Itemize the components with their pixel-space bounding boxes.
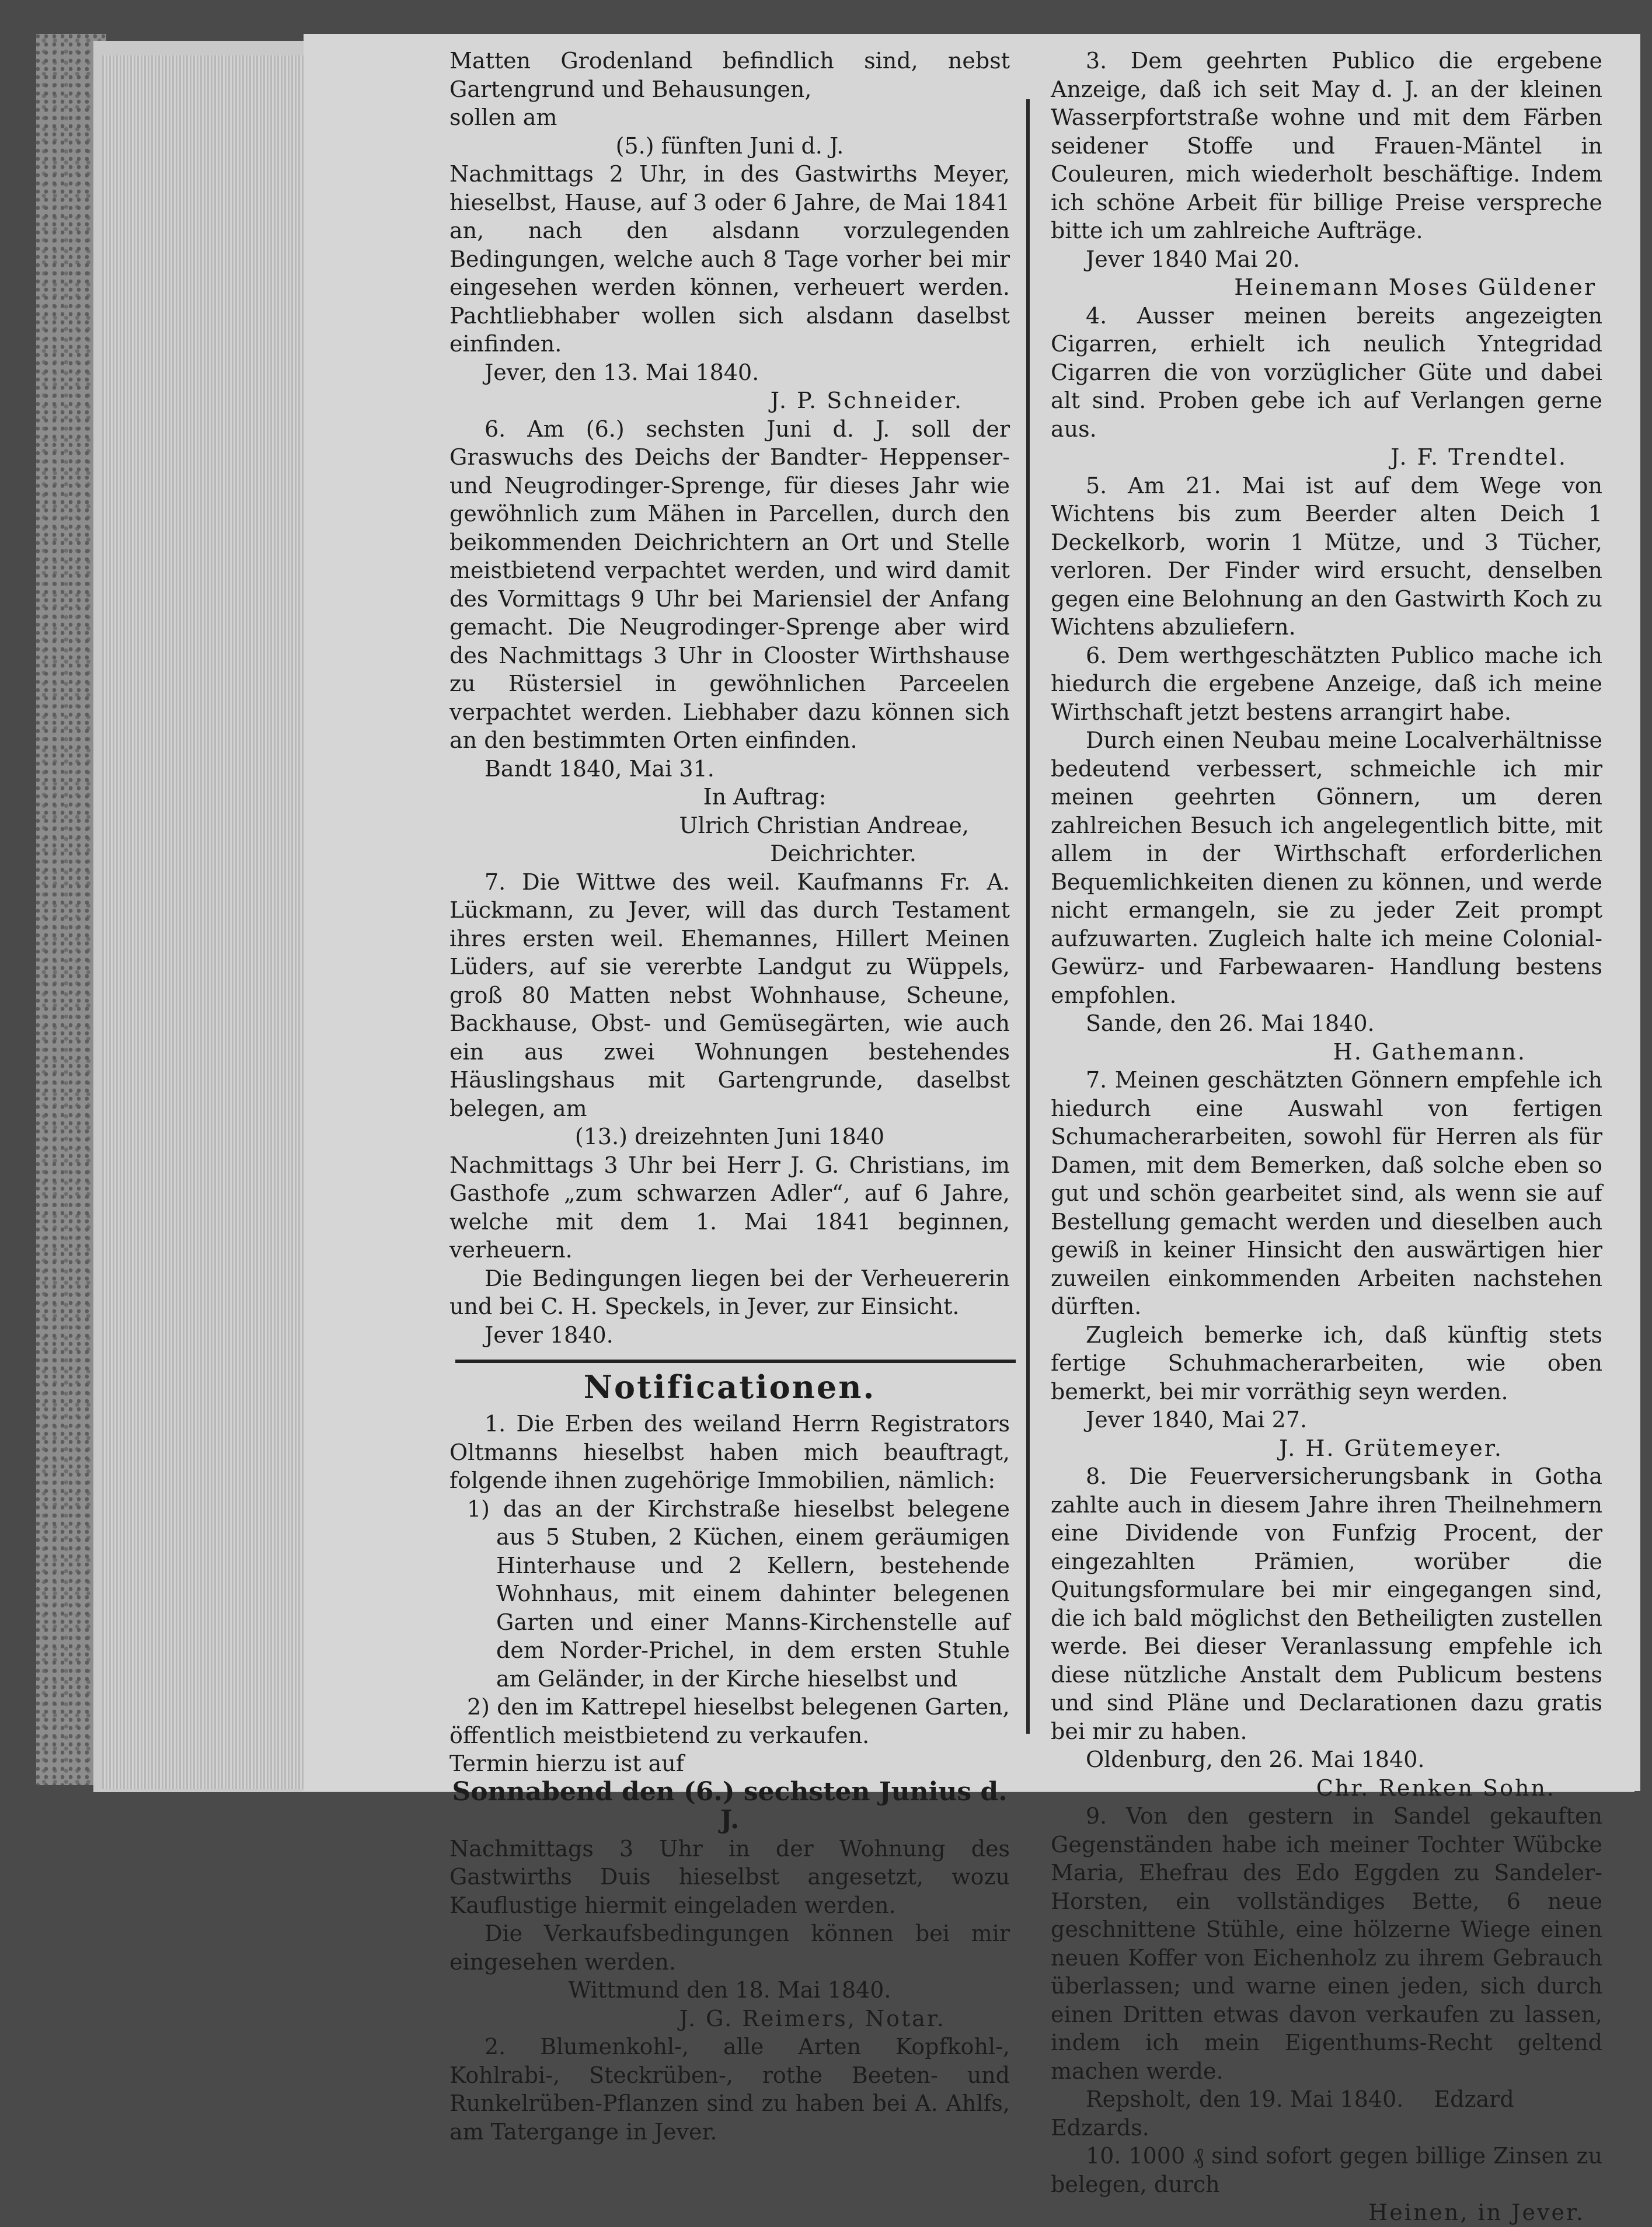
notice-10: 10. 1000 ₰ sind sofort gegen billige Zinsen zu belegen, durch [1051,2143,1602,2197]
signature: J. H. Grütemeyer. [1278,1435,1503,1461]
notice-7: 7. Die Wittwe des weil. Kaufmanns Fr. A. Lückmann, zu Jever, will das durch Testament ihres ersten weil. Ehemannes, Hillert Meinen Lüders, auf sie vererbte Landgut zu Wüppels, groß 80 Matten nebst Wohnhause, Scheune, Backhause, Obst- und Gemüsegärten, wie auch ein aus zwei Wohnungen bestehendes Häuslingshaus mit Gartengrunde, daselbst belegen, am [449,869,1010,1121]
notice-6: 6. Am (6.) sechsten Juni d. J. soll der Graswuchs des Deichs der Bandter- Heppenser- und Neugrodinger-Sprenge, für dieses Jahr wie gewöhnlich zum Mähen in Parcellen, durch den beikommenden Deichrichtern an Ort und Stelle meistbietend verpachtet werden, und wird damit des Vormittags 9 Uhr bei Mariensiel der Anfang gemacht. Die Neugrodinger-Sprenge aber wird des Nachmittags 3 Uhr in Clooster Wirthshause zu Rüstersiel in gewöhnlichen Parceelen verpachtet werden. Liebhaber dazu können sich an den bestimmten Orten einfinden. [449,416,1010,753]
signature: Heinen, in Jever. [1368,2200,1585,2225]
place-date: Wittmund den 18. Mai 1840. [568,1977,891,2003]
place-date: Jever 1840 Mai 20. [1086,246,1300,272]
signature: Edzard Edzards. [1051,2086,1514,2141]
place-date: Jever 1840. [485,1322,614,1348]
right-column [1051,47,1602,2227]
place-date [1051,2085,1602,2142]
notice-6: 6. Dem werthgeschätzten Publico mache ich hiedurch die ergebene Anzeige, daß ich meine Wirthschaft jetzt bestens arrangirt habe. [1051,642,1602,725]
signature: Heinemann Moses Güldener [1234,274,1597,300]
notice-body: Nachmittags 2 Uhr, in des Gastwirths Meyer, hieselbst, Hause, auf 3 oder 6 Jahre, de Mai 1841 an, nach den alsdann vorzulegenden Bedingungen, welche auch 8 Tage vorher bei mir eingesehen werden können, verheuert werden. Pachtliebhaber wollen sich alsdann daselbst einfinden. [449,161,1010,357]
signature: Ulrich Christian Andreae, [679,812,969,838]
signature: J. G. Reimers, Notar. [679,2005,946,2031]
signature: Chr. Renken Sohn. [1316,1775,1556,1801]
signature: J. P. Schneider. [770,388,963,413]
notice-body: Die Verkaufsbedingungen können bei mir eingesehen werden. [449,1921,1010,1975]
date-line: Sonnabend den (6.) sechsten Junius d. J. [452,1776,1008,1835]
text-line: In Auftrag: [703,784,827,810]
notice-9: 9. Von den gestern in Sandel gekauften Gegenständen habe ich meiner Tochter Wübcke Maria, Ehefrau des Edo Eggden zu Sandeler-Horsten, ein vollständiges Bette, 6 neue geschnittene Stühle, eine hölzerne Wiege einen neuen Koffer von Eichenholz zu ihrem Gebrauch überlassen; und warne einen jeden, sich durch einen Dritten etwas davon verkaufen zu lassen, indem ich mein Eigenthums-Recht geltend machen werde. [1051,1803,1602,2084]
notice-body: Zugleich bemerke ich, daß künftig stets fertige Schuhmacherarbeiten, wie oben bemerkt, bei mir vorräthig seyn werden. [1051,1322,1602,1404]
notice-3: 3. Dem geehrten Publico die ergebene Anzeige, daß ich seit May d. J. an der kleinen Wasserpfortstraße wohne und mit dem Färben seidener Stoffe und Frauen-Mäntel in Couleuren, mich wiederholt beschäftige. Indem ich schöne Arbeit für billige Preise verspreche bitte ich um zahlreiche Aufträge. [1051,48,1602,243]
place-date-text: Repsholt, den 19. Mai 1840. [1086,2086,1404,2112]
signature: J. F. Trendtel. [1390,444,1567,470]
notice-5: 5. Am 21. Mai ist auf dem Wege von Wichtens bis zum Beerder alten Deich 1 Deckelkorb, worin 1 Mütze, und 3 Tücher, verloren. Der Finder wird ersucht, denselben gegen eine Belohnung an den Gastwirth Koch zu Wichtens abzuliefern. [1051,472,1602,640]
section-title: Notificationen. [583,1368,876,1406]
date-line: (5.) fünften Juni d. J. [615,133,844,159]
section-rule [455,1360,1016,1363]
notice-body: Nachmittags 3 Uhr in der Wohnung des Gastwirths Duis hieselbst angesetzt, wozu Kauflustige hiermit eingeladen werden. [449,1835,1010,1918]
text-line: Termin hierzu ist auf [449,1751,684,1776]
text-line: sollen am [449,104,557,130]
column-divider [1026,99,1030,1734]
list-item: 2) den im Kattrepel hieselbst belegenen Garten, [467,1694,1010,1720]
date-line: (13.) dreizehnten Juni 1840 [574,1124,885,1149]
notice-body: Nachmittags 3 Uhr bei Herr J. G. Christians, im Gasthofe „zum schwarzen Adler“, auf 6 Jahre, welche mit dem 1. Mai 1841 beginnen, verheuern. [449,1152,1010,1263]
page-fore-edge [102,55,304,1789]
place-date: Jever 1840, Mai 27. [1086,1407,1308,1433]
place-date: Jever, den 13. Mai 1840. [485,359,759,385]
place-date: Oldenburg, den 26. Mai 1840. [1086,1747,1425,1772]
place-date: Bandt 1840, Mai 31. [485,755,715,782]
notice-7: 7. Meinen geschätzten Gönnern empfehle ich hiedurch eine Auswahl von fertigen Schumacherarbeiten, sowohl für Herren als für Damen, mit dem Bemerken, daß solche eben so gut und schön gearbeitet sind, als wenn sie auf Bestellung gemacht werden und dieselben auch gewiß in keiner Hinsicht den auswärtigen hier zuweilen einkommenden Arbeiten nachstehen dürften. [1051,1067,1602,1319]
left-column [449,47,1010,2146]
notice-8: 8. Die Feuerversicherungsbank in Gotha zahlte auch in diesem Jahre ihren Theilnehmern eine Dividende von Funfzig Procent, der eingezahlten Prämien, worüber die Quitungsformulare bei mir eingegangen sind, die ich bald möglichst den Betheiligten zustellen werde. Bei dieser Veranlassung empfehle ich diese nützliche Anstalt dem Publicum bestens und sind Pläne und Declarationen dazu gratis bei mir zu haben. [1051,1463,1602,1744]
notice-2: 2. Blumenkohl-, alle Arten Kopfkohl-, Kohlrabi-, Steckrüben-, rothe Beeten- und Runkelrüben-Pflanzen sind zu haben bei A. Ahlfs, am Tatergange in Jever. [449,2034,1010,2145]
signature: H. Gathemann. [1333,1038,1526,1065]
notice-4: 4. Ausser meinen bereits angezeigten Cigarren, erhielt ich neulich Yntegridad Cigarren die von vorzüglicher Güte und dabei alt sind. Proben gebe ich auf Verlangen gerne aus. [1051,302,1602,442]
signature-title: Deichrichter. [770,841,916,866]
notice-1: 1. Die Erben des weiland Herrn Registrators Oltmanns hieselbst haben mich beauftragt, folgende ihnen zugehörige Immobilien, nämlich: [449,1411,1010,1493]
list-item: 1) das an der Kirchstraße hieselbst belegene aus 5 Stuben, 2 Küchen, einem geräumigen Hinterhause und 2 Kellern, bestehende Wohnhaus, mit einem dahinter belegenen Garten und einer Manns-Kirchenstelle auf dem Norder-Prichel, in dem ersten Stuhle am Geländer, in der Kirche hieselbst und [467,1496,1010,1692]
place-date: Sande, den 26. Mai 1840. [1086,1010,1375,1036]
notice-body: Durch einen Neubau meine Localverhältnisse bedeutend verbessert, schmeichle ich mir meinen geehrten Gönnern, um deren zahlreichen Besuch ich angelegentlich bitte, mit allem in der Wirthschaft erforderlichen Bequemlichkeiten dienen zu können, und werde nicht ermangeln, sie zu jeder Zeit prompt aufzuwarten. Zugleich halte ich meine Colonial- Gewürz- und Farbewaaren- Handlung bestens empfohlen. [1051,727,1602,1008]
notice-continuation: Matten Grodenland befindlich sind, nebst Gartengrund und Behausungen, [449,48,1010,102]
text-line: öffentlich meistbietend zu verkaufen. [449,1722,870,1748]
notice-body: Die Bedingungen liegen bei der Verheuererin und bei C. H. Speckels, in Jever, zur Einsicht. [449,1265,1010,1319]
